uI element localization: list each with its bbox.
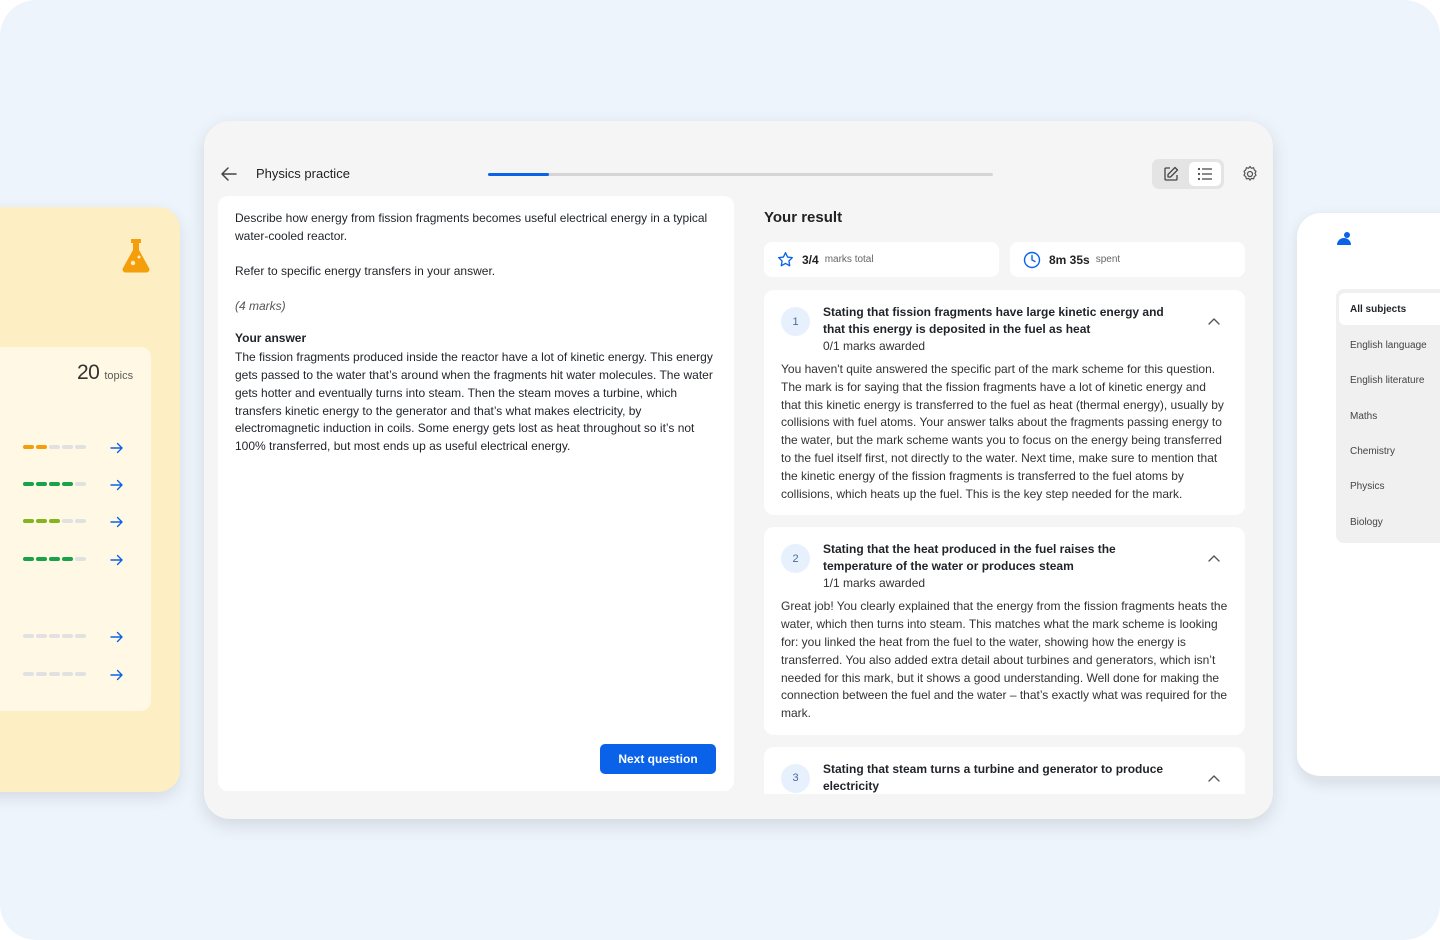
progress-dash: [36, 672, 47, 676]
settings-gear-icon[interactable]: [1241, 165, 1259, 183]
progress-dash: [23, 672, 34, 676]
chevron-up-icon[interactable]: [1207, 553, 1221, 563]
progress-dash: [49, 445, 60, 449]
topic-progress-dashes: [23, 519, 86, 523]
criterion-heading: [823, 541, 1173, 590]
progress-dash: [36, 634, 47, 638]
progress-dash: [23, 634, 34, 638]
subject-item[interactable]: All subjects: [1339, 293, 1440, 325]
progress-dash: [36, 557, 47, 561]
progress-dash: [49, 634, 60, 638]
result-card: [764, 290, 1245, 515]
result-card: [764, 747, 1245, 794]
topic-progress-dashes: [23, 672, 86, 676]
subject-item[interactable]: English literature: [1350, 375, 1425, 387]
result-card-header[interactable]: [781, 761, 1228, 794]
progress-dash: [49, 557, 60, 561]
topic-row[interactable]: [23, 515, 133, 529]
progress-dash: [75, 557, 86, 561]
subject-item[interactable]: Biology: [1350, 516, 1383, 528]
progress-dash: [62, 672, 73, 676]
arrow-right-icon[interactable]: [110, 668, 124, 682]
arrow-right-icon[interactable]: [110, 553, 124, 567]
progress-dash: [23, 445, 34, 449]
topic-row[interactable]: [23, 553, 133, 567]
progress-dash: [49, 482, 60, 486]
criterion-number: 3: [781, 764, 810, 793]
next-question-button[interactable]: Next question: [600, 744, 716, 774]
marks-awarded: 0/1 marks awarded: [823, 339, 926, 353]
progress-dash: [23, 482, 34, 486]
edit-view-button[interactable]: [1155, 162, 1187, 186]
list-icon: [1197, 167, 1213, 181]
star-icon: [777, 251, 794, 268]
marks-label: marks total: [824, 254, 874, 265]
result-card-header[interactable]: [781, 541, 1228, 590]
subject-item[interactable]: Physics: [1350, 481, 1385, 493]
progress-dash: [23, 557, 34, 561]
edit-icon: [1163, 166, 1179, 182]
page-title: Physics practice: [256, 166, 350, 181]
back-arrow-icon[interactable]: [220, 166, 238, 182]
answer-heading: Your answer: [235, 330, 307, 345]
list-view-button[interactable]: [1189, 162, 1221, 186]
arrow-right-icon[interactable]: [110, 515, 124, 529]
flask-icon: [120, 237, 152, 273]
clock-icon: [1023, 251, 1041, 269]
criterion-title: Stating that fission fragments have large kinetic energy and that this energy is deposited in the fuel as heat: [823, 305, 1164, 336]
chevron-up-icon[interactable]: [1207, 773, 1221, 783]
topic-progress-dashes: [23, 557, 86, 561]
progress-dash: [62, 482, 73, 486]
topic-progress-dashes: [23, 445, 86, 449]
progress-dash: [23, 519, 34, 523]
progress-dash: [75, 634, 86, 638]
arrow-right-icon[interactable]: [110, 478, 124, 492]
question-text: Describe how energy from fission fragments becomes useful electrical energy in a typical water-cooled reactor.: [235, 211, 708, 243]
criterion-heading: [823, 761, 1173, 794]
question-instruction: Refer to specific energy transfers in your answer.: [235, 264, 496, 279]
question-marks: (4 marks): [235, 298, 286, 313]
progress-dash: [62, 445, 73, 449]
subjects-card: [1297, 213, 1440, 780]
time-label: spent: [1095, 254, 1121, 265]
user-icon: [1335, 231, 1353, 247]
topics-label: topics: [104, 370, 134, 382]
result-title: Your result: [764, 209, 843, 226]
view-toggle: [1152, 159, 1224, 189]
subject-list: [1336, 289, 1440, 543]
topic-row[interactable]: [23, 441, 133, 455]
question-panel: [218, 196, 734, 791]
topics-number: 20: [77, 361, 100, 384]
subject-item[interactable]: English language: [1350, 340, 1427, 352]
criterion-feedback: You haven't quite answered the specific part of the mark scheme for this question. The mark is for saying that the fission fragments have a lot of kinetic energy and that this kinetic energy is transferred to the fuel as heat (thermal energy), usually by collisions with fuel atoms. Your answer talks about the fragments passing energy to the water, but the mark scheme wants you to focus on the energy being transferred to the fuel itself first, not directly to the water. Next time, make sure to mention that the kinetic energy of the fission fragments is transferred to the fuel atoms by collisions, which heats up the fuel. This is the key step needed for the mark.: [781, 362, 1224, 501]
criterion-feedback: Great job! You clearly explained that the energy from the fission fragments heats the water, which then turns into steam. This matches what the mark scheme is looking for: you linked the heat from the fuel to the water, showing how the energy is transferred. You also added extra detail about turbines and generators, which isn’t needed for this mark, but it shows a good understanding. Well done for making the connection between the fuel and the water – that’s exactly what was required for the mark.: [781, 599, 1228, 721]
subject-item[interactable]: Maths: [1350, 410, 1378, 422]
progress-dash: [75, 672, 86, 676]
progress-dash: [62, 519, 73, 523]
progress-dash: [36, 519, 47, 523]
arrow-right-icon[interactable]: [110, 630, 124, 644]
results-list[interactable]: [764, 290, 1245, 794]
topics-panel: [0, 347, 151, 711]
topics-card: [0, 207, 180, 792]
criterion-number: 1: [781, 307, 810, 336]
time-stat: [1010, 242, 1245, 277]
topic-progress-dashes: [23, 482, 86, 486]
progress-dash: [75, 519, 86, 523]
criterion-heading: [823, 304, 1173, 353]
progress-dash: [62, 557, 73, 561]
progress-dash: [36, 482, 47, 486]
result-card-header[interactable]: [781, 304, 1228, 353]
progress-dash: [49, 519, 60, 523]
criterion-number: 2: [781, 544, 810, 573]
progress-dash: [75, 482, 86, 486]
answer-text: The fission fragments produced inside the reactor have a lot of kinetic energy. This energy gets passed to the water that’s around when the fragments hit water molecules. The water gets hotter and eventually turns into steam. Then the steam moves a turbine, which transfers kinetic energy to the generator and that’s what makes electricity, by electromagnetic induction in coils. Some energy gets lost as heat throughout so it’s not 100% transferred, but most ends up as useful electrical energy.: [235, 349, 713, 454]
progress-dash: [75, 445, 86, 449]
topic-row[interactable]: [23, 668, 133, 682]
topics-count: [77, 361, 133, 385]
progress-dash: [36, 445, 47, 449]
progress-dash: [62, 634, 73, 638]
time-value: 8m 35s: [1049, 252, 1090, 267]
chevron-up-icon[interactable]: [1207, 316, 1221, 326]
practice-window: [204, 121, 1273, 819]
marks-stat: [764, 242, 999, 277]
progress-bar: [488, 173, 993, 176]
result-card: [764, 527, 1245, 735]
marks-awarded: 1/1 marks awarded: [823, 576, 926, 591]
progress-fill: [488, 173, 549, 176]
arrow-right-icon[interactable]: [110, 441, 124, 455]
criterion-title: Stating that the heat produced in the fuel raises the temperature of the water or produces steam: [823, 542, 1116, 574]
topic-row[interactable]: [23, 478, 133, 492]
subject-item[interactable]: Chemistry: [1350, 446, 1396, 458]
marks-value: 3/4: [802, 252, 819, 267]
topic-progress-dashes: [23, 634, 86, 638]
criterion-title: Stating that steam turns a turbine and generator to produce electricity: [823, 761, 1164, 793]
topic-row[interactable]: [23, 630, 133, 644]
progress-dash: [49, 672, 60, 676]
